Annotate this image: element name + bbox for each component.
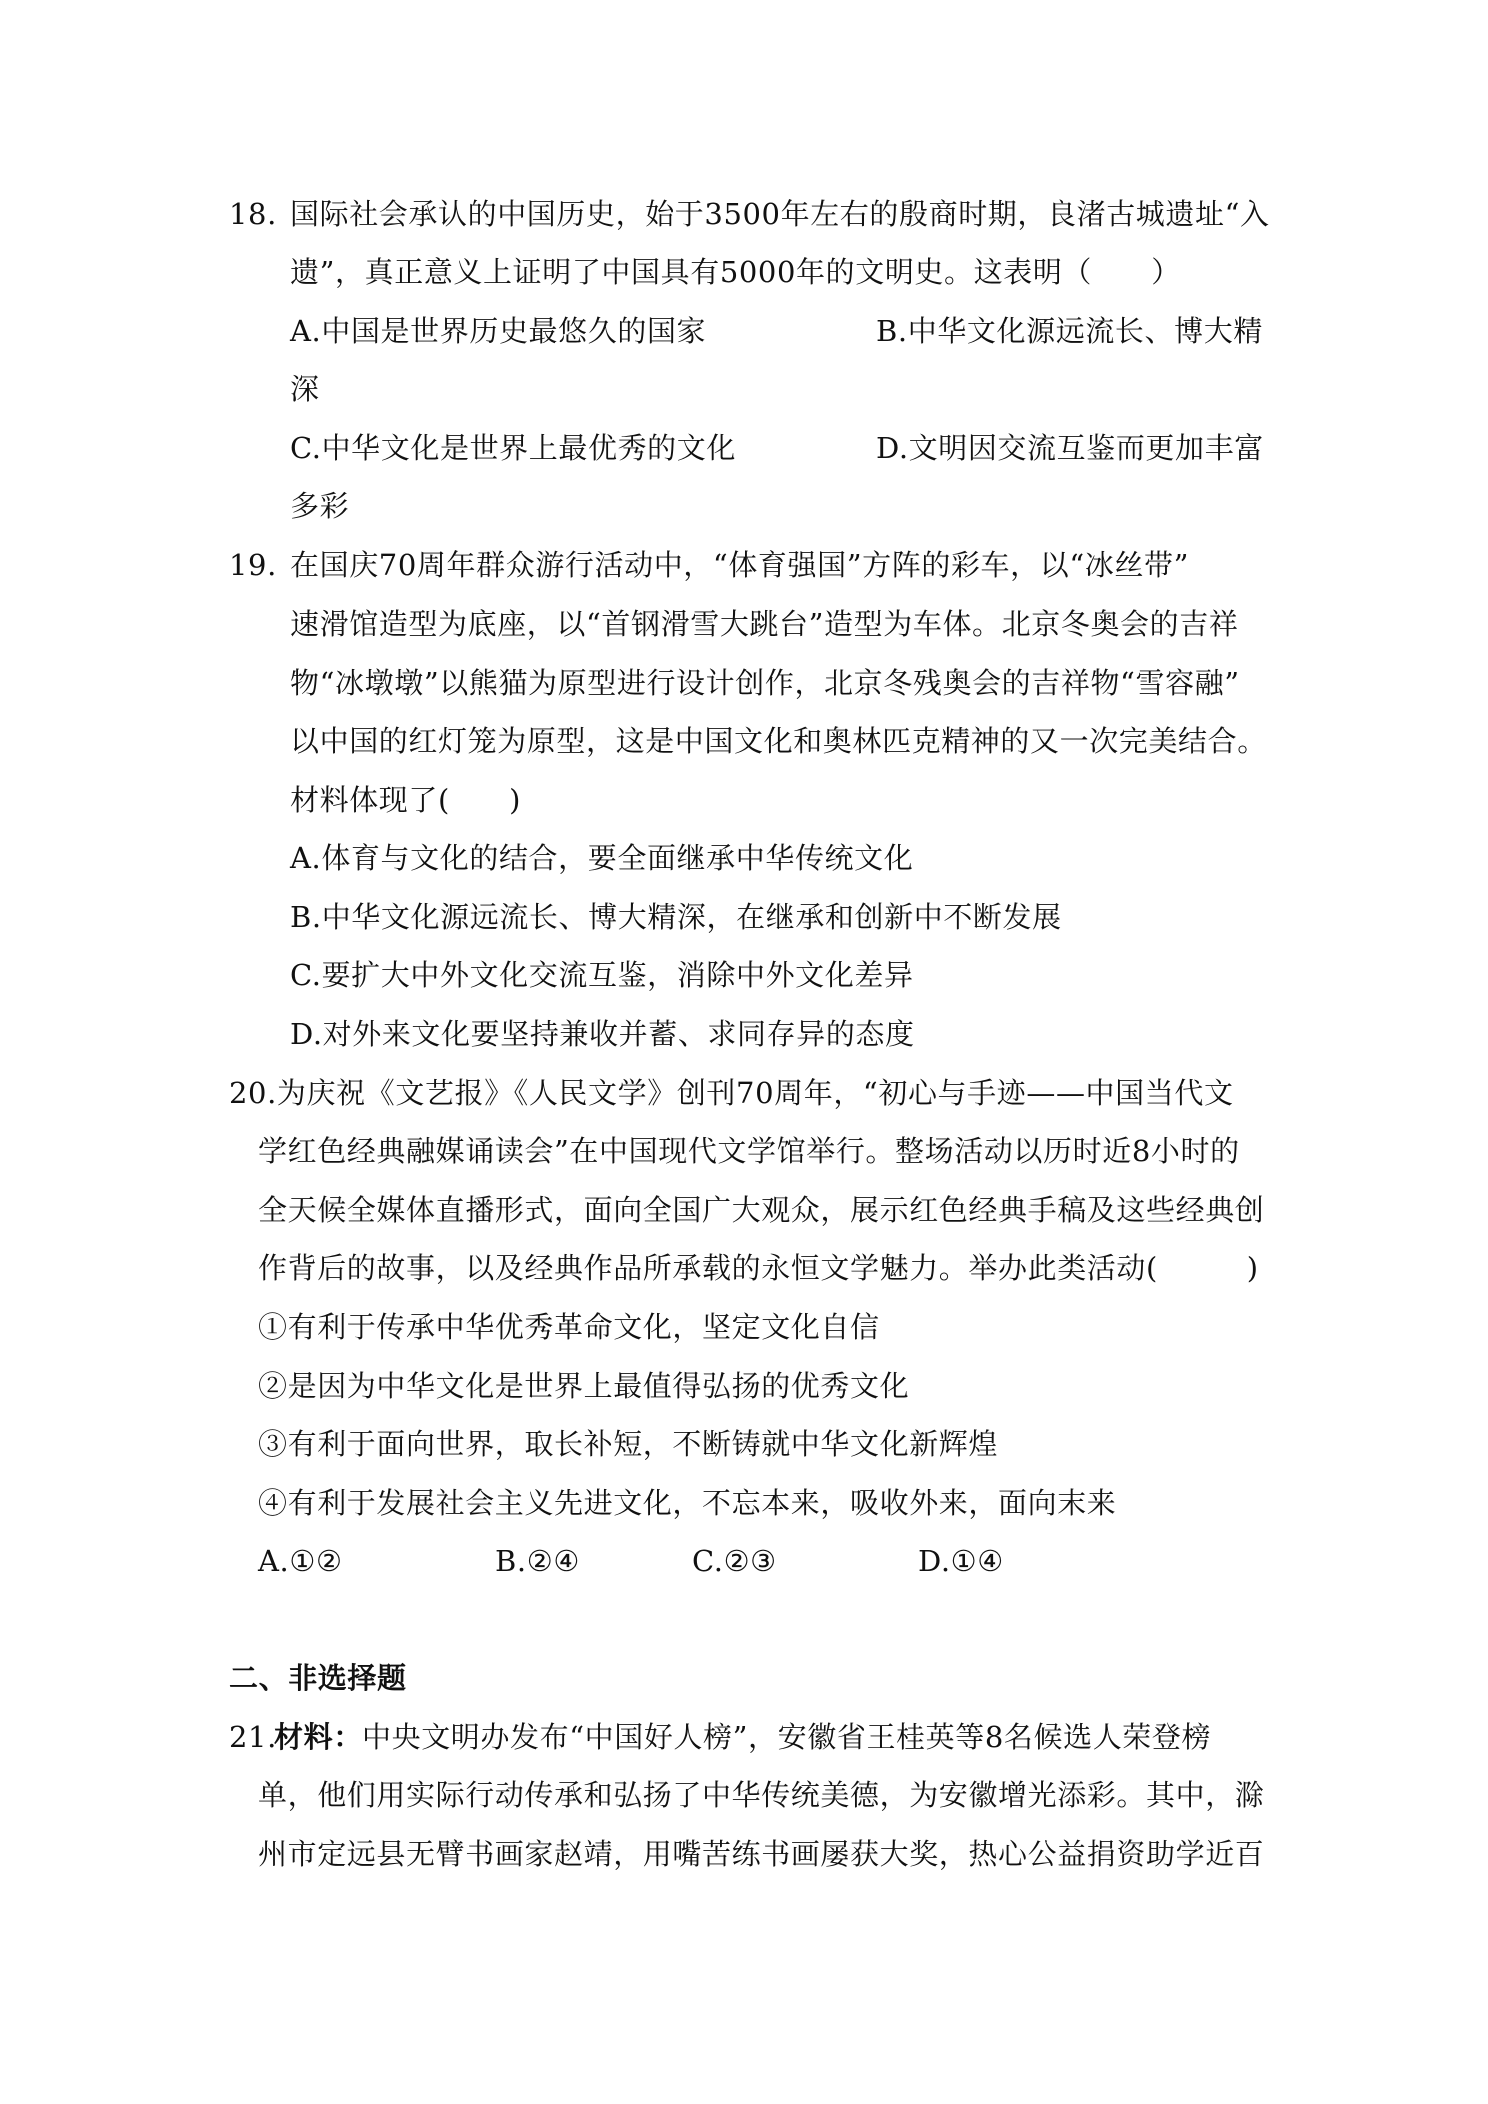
option-a: A.①②: [258, 1544, 343, 1578]
option-d: D.对外来文化要坚持兼收并蓄、求同存异的态度: [290, 1017, 915, 1051]
section-heading: 二、非选择题: [229, 1661, 407, 1695]
option-d-continued: 多彩: [290, 489, 350, 523]
question-stem: 作背后的故事，以及经典作品所承载的永恒文学魅力。举办此类活动( ): [258, 1251, 1259, 1285]
option-a: A.体育与文化的结合，要全面继承中华传统文化: [290, 841, 914, 875]
option-b-continued: 深: [290, 372, 320, 406]
question-stem: 中央文明办发布“中国好人榜”，安徽省王桂英等8名候选人荣登榜: [362, 1720, 1212, 1754]
option-c: C.中华文化是世界上最优秀的文化: [290, 431, 736, 465]
statement-1: ①有利于传承中华优秀革命文化，坚定文化自信: [258, 1310, 880, 1344]
question-stem: 遗”，真正意义上证明了中国具有5000年的文明史。这表明（ ）: [290, 255, 1181, 289]
question-stem: 物“冰墩墩”以熊猫为原型进行设计创作，北京冬残奥会的吉祥物“雪容融”: [290, 666, 1240, 700]
question-number: 19.: [229, 548, 277, 582]
question-stem: 在国庆70周年群众游行活动中，“体育强国”方阵的彩车，以“冰丝带”: [290, 548, 1190, 582]
option-d: D.①④: [918, 1544, 1004, 1578]
statement-4: ④有利于发展社会主义先进文化，不忘本来，吸收外来，面向末来: [258, 1486, 1117, 1520]
option-b: B.②④: [495, 1544, 580, 1578]
material-label: 材料：: [274, 1720, 363, 1754]
option-c: C.②③: [692, 1544, 777, 1578]
question-stem: 州市定远县无臂书画家赵靖，用嘴苦练书画屡获大奖，热心公益捐资助学近百: [258, 1837, 1265, 1871]
option-b: B.中华文化源远流长、博大精: [876, 314, 1263, 348]
option-d: D.文明因交流互鉴而更加丰富: [876, 431, 1264, 465]
option-b: B.中华文化源远流长、博大精深，在继承和创新中不断发展: [290, 900, 1062, 934]
statement-2: ②是因为中华文化是世界上最值得弘扬的优秀文化: [258, 1369, 910, 1403]
question-number: 21.: [229, 1720, 277, 1754]
statement-3: ③有利于面向世界，取长补短，不断铸就中华文化新辉煌: [258, 1427, 999, 1461]
question-number: 18.: [229, 197, 277, 231]
question-stem: 全天候全媒体直播形式，面向全国广大观众，展示红色经典手稿及这些经典创: [258, 1193, 1265, 1227]
question-stem: 以中国的红灯笼为原型，这是中国文化和奥林匹克精神的又一次完美结合。: [290, 724, 1267, 758]
question-stem: 20.为庆祝《文艺报》《人民文学》创刊70周年，“初心与手迹——中国当代文: [229, 1076, 1234, 1110]
question-stem: 速滑馆造型为底座，以“首钢滑雪大跳台”造型为车体。北京冬奥会的吉祥: [290, 607, 1239, 641]
option-c: C.要扩大中外文化交流互鉴，消除中外文化差异: [290, 958, 914, 992]
question-stem: 学红色经典融媒诵读会”在中国现代文学馆举行。整场活动以历时近8小时的: [258, 1134, 1240, 1168]
question-stem: 国际社会承认的中国历史，始于3500年左右的殷商时期，良渚古城遗址“入: [290, 197, 1270, 231]
question-stem: 材料体现了( ): [290, 783, 522, 817]
question-stem: 单，他们用实际行动传承和弘扬了中华传统美德，为安徽增光添彩。其中，滁: [258, 1778, 1265, 1812]
option-a: A.中国是世界历史最悠久的国家: [290, 314, 707, 348]
